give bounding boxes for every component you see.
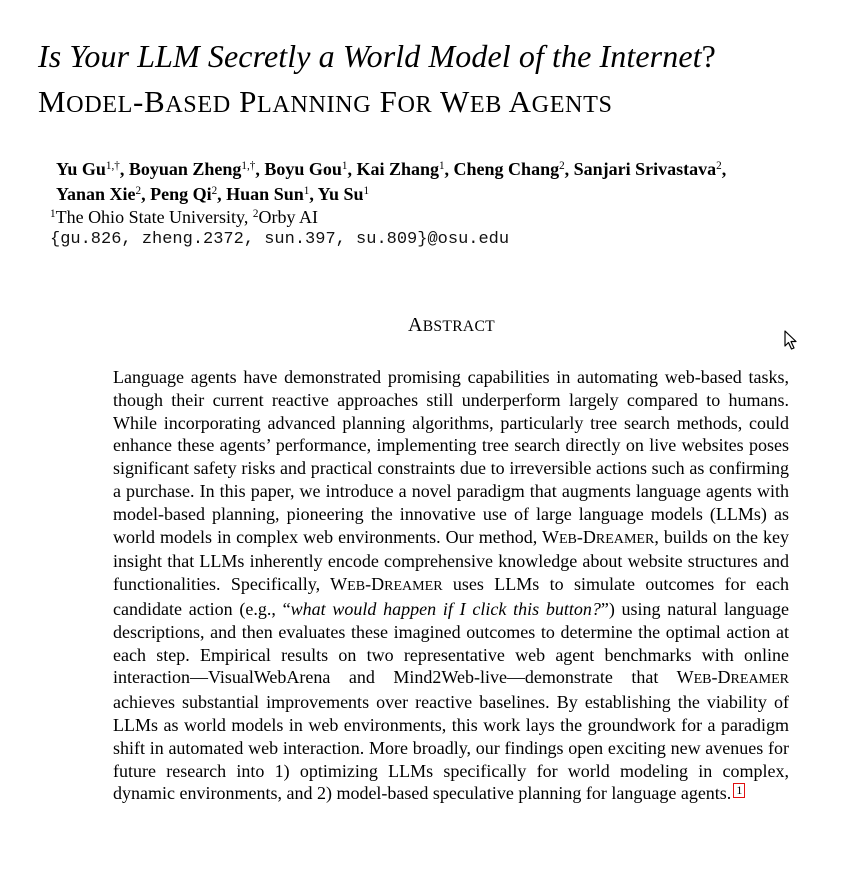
author-affiliation-marker: 1: [438, 159, 445, 172]
method-name-rest-eb: EB: [693, 671, 712, 688]
title-word-rest: LANNING: [256, 91, 372, 118]
mouse-pointer-icon: [784, 330, 798, 350]
affiliation-1: The Ohio State University,: [55, 207, 253, 227]
author-separator: ,: [309, 184, 318, 204]
method-name-hyphen: -: [365, 574, 372, 595]
method-name-rest-eb: EB: [558, 530, 577, 547]
affiliations: [50, 206, 318, 228]
author-list: [56, 157, 726, 207]
abstract-italic-quote: what would happen if I click this button?: [290, 598, 601, 619]
title-word-rest: OR: [397, 91, 433, 118]
method-name-cap-d: D: [582, 526, 596, 547]
author-affiliation-marker: 2: [716, 159, 722, 172]
method-name-rest-reamer: REAMER: [730, 671, 789, 688]
title-word-cap: B: [143, 84, 166, 119]
author-name: Boyu Gou: [264, 159, 342, 179]
author-separator: ,: [119, 159, 129, 179]
author-affiliation-marker: 1: [341, 159, 348, 172]
method-name-cap-w: W: [541, 526, 559, 547]
title-word-rest: ODEL: [66, 91, 134, 118]
abstract-heading-cap: A: [407, 314, 423, 336]
title-word-rest: GENTS: [531, 91, 613, 118]
author-affiliation-marker: 1,†: [105, 159, 120, 172]
title-word-cap: M: [38, 84, 67, 119]
author-name: Peng Qi: [150, 184, 212, 204]
method-name: [330, 574, 442, 594]
author-name: Boyuan Zheng: [128, 159, 242, 179]
author-name: Sanjari Srivastava: [573, 159, 717, 179]
method-name-cap-d: D: [371, 574, 385, 595]
author-separator: ,: [217, 184, 227, 204]
abstract-text-1: Language agents have demonstrated promising capabilities in automating web-based tasks, though their current reactive approaches still underperform largely compared to humans. While incorporating advanced planning algorithms, particularly tree search methods, could enhance these agents’ performance, implementing tree search directly on live websites poses significant safety risks and practical constraints due to irreversible actions such as confirming a purchase. In this paper, we introduce a novel paradigm that augments language agents with model-based planning, pioneering the innovative use of large language models (LLMs) as world models in complex web environments. Our method,: [113, 367, 789, 547]
author-name: Yu Gu: [56, 159, 106, 179]
abstract-body: [113, 366, 789, 805]
author-name: Huan Sun: [226, 184, 304, 204]
author-separator: ,: [347, 159, 357, 179]
paper-title-italic: Is Your LLM Secretly a World Model of the Internet: [38, 38, 702, 74]
author-name: Cheng Chang: [453, 159, 560, 179]
paper-title-line2: [38, 84, 613, 120]
title-word-cap: P: [239, 84, 257, 119]
method-name-rest-reamer: REAMER: [595, 530, 655, 547]
author-separator: ,: [564, 159, 574, 179]
affiliation-marker-1: 1: [50, 207, 56, 220]
affiliation-2: Orby AI: [258, 207, 318, 227]
author-name: Yu Su: [317, 184, 364, 204]
paper-title-line1: [38, 38, 716, 75]
title-word-rest: EB: [469, 91, 502, 118]
author-affiliation-marker: 1,†: [241, 159, 256, 172]
author-emails: {gu.826, zheng.2372, sun.397, su.809}@osu.edu: [50, 230, 510, 249]
author-affiliation-marker: 1: [303, 184, 310, 197]
title-separator: -: [133, 84, 144, 119]
method-name: [542, 527, 654, 547]
author-affiliation-marker: 2: [135, 184, 142, 197]
footnote-link[interactable]: 1: [733, 783, 745, 798]
method-name-hyphen: -: [711, 667, 718, 688]
author-separator: ,: [255, 159, 265, 179]
author-separator: ,: [141, 184, 151, 204]
method-name-hyphen: -: [576, 526, 583, 547]
title-word-cap: W: [440, 84, 470, 119]
method-name-rest-reamer: REAMER: [384, 578, 443, 595]
method-name-cap-d: D: [717, 667, 731, 688]
title-word-cap: F: [379, 84, 398, 119]
title-separator: [371, 84, 379, 119]
paper-title-question-mark: ?: [701, 38, 716, 74]
title-word-cap: A: [508, 84, 532, 119]
author-affiliation-marker: 2: [211, 184, 218, 197]
author-separator: ,: [444, 159, 454, 179]
author-affiliation-marker: 1: [363, 184, 370, 197]
abstract-heading-rest: BSTRACT: [422, 318, 496, 335]
author-name: Kai Zhang: [356, 159, 439, 179]
title-separator: [502, 84, 509, 119]
title-word-rest: ASED: [165, 91, 231, 118]
method-name: [677, 667, 789, 687]
abstract-heading: [0, 314, 850, 337]
abstract-text-3: uses LLMs to simulate outcomes for each candidate action (e.g., “: [113, 574, 789, 619]
affiliation-marker-2: 2: [252, 207, 259, 220]
title-separator: [231, 84, 239, 119]
method-name-cap-w: W: [330, 574, 348, 595]
title-separator: [432, 84, 440, 119]
author-separator: ,: [721, 159, 727, 179]
author-name: Yanan Xie: [56, 184, 136, 204]
abstract-text-4: ”) using natural language descriptions, and then evaluates these imagined outcomes to determine the optimal action at each step. Empirical results on two representative web agent benchmarks with online interaction—VisualWebArena and Mind2Web-live—demonstrate that: [113, 598, 789, 688]
abstract-text-2: , builds on the key insight that LLMs inherently encode comprehensive knowledge about website structures and functionalities. Specifically,: [113, 526, 789, 595]
abstract-text-5: achieves substantial improvements over reactive baselines. By establishing the viability of LLMs as world models in web environments, this work lays the groundwork for a paradigm shift in automated web interaction. More broadly, our findings open exciting new avenues for future research into 1) optimizing LLMs specifically for world modeling in complex, dynamic environments, and 2) model-based speculative planning for language agents.: [113, 692, 789, 804]
method-name-cap-w: W: [676, 667, 694, 688]
author-affiliation-marker: 2: [559, 159, 565, 172]
method-name-rest-eb: EB: [347, 578, 366, 595]
